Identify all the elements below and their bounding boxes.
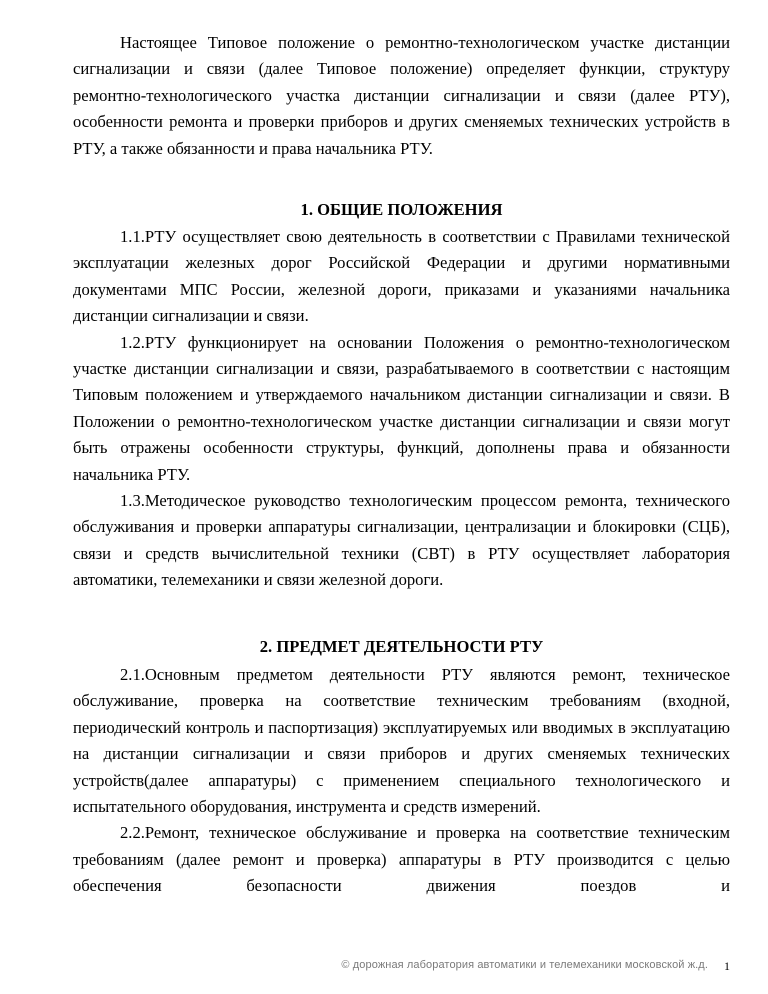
section-1-body — [73, 224, 730, 594]
paragraph-2-2: 2.2.Ремонт, техническое обслуживание и проверка на соответствие техническим требованиям (далее ремонт и проверка) аппаратуры в РТУ производится с целью обеспечения безопасности движения поездов и — [73, 823, 730, 896]
footer-credit: © дорожная лаборатория автоматики и телемеханики московской ж.д. — [341, 959, 708, 971]
intro-paragraph: Настоящее Типовое положение о ремонтно-технологическом участке дистанции сигнализации и связи (далее Типовое положение) определяет функции, структуру ремонтно-технологического участка дистанции сигнализации и связи (далее РТУ), особенности ремонта и проверки приборов и других сменяемых технических устройств в РТУ, а также обязанности и права начальника РТУ. — [73, 33, 730, 158]
page-footer — [0, 959, 768, 979]
paragraph-1-3: 1.3.Методическое руководство технологическим процессом ремонта, технического обслуживания и проверки аппаратуры сигнализации, централизации и блокировки (СЦБ), связи и средств вычислительной техники (СВТ) в РТУ осуществляет лаборатория автоматики, телемеханики и связи железной дороги. — [73, 491, 730, 590]
paragraph-1-2: 1.2.РТУ функционирует на основании Положения о ремонтно-технологическом участке дистанции сигнализации и связи, разрабатываемого в соответствии с настоящим Типовым положением и утверждаемого начальником дистанции сигнализации и связи. В Положении о ремонтно-технологическом участке дистанции сигнализации и связи могут быть отражены особенности структуры, функций, дополнены права и обязанности начальника РТУ. — [73, 332, 730, 484]
page-number: 1 — [724, 959, 730, 973]
intro-block — [73, 30, 730, 162]
section-2-heading: 2. ПРЕДМЕТ ДЕЯТЕЛЬНОСТИ РТУ — [259, 637, 544, 656]
section-2-body — [73, 662, 730, 900]
section-1-heading: 1. ОБЩИЕ ПОЛОЖЕНИЯ — [300, 200, 503, 219]
paragraph-1-1: 1.1.РТУ осуществляет свою деятельность в соответствии с Правилами технической эксплуатации железных дорог Российской Федерации и другими нормативными документами МПС России, железной дороги, приказами и указаниями начальника дистанции сигнализации и связи. — [73, 227, 730, 326]
paragraph-2-1: 2.1.Основным предметом деятельности РТУ являются ремонт, техническое обслуживание, проверка на соответствие техническим требованиям (входной, периодический контроль и паспортизация) эксплуатируемых или вводимых в эксплуатацию на дистанции сигнализации и связи приборов и других сменяемых технических устройств(далее аппаратуры) с применением специального технологического и испытательного оборудования, инструмента и средств измерений. — [73, 665, 730, 817]
